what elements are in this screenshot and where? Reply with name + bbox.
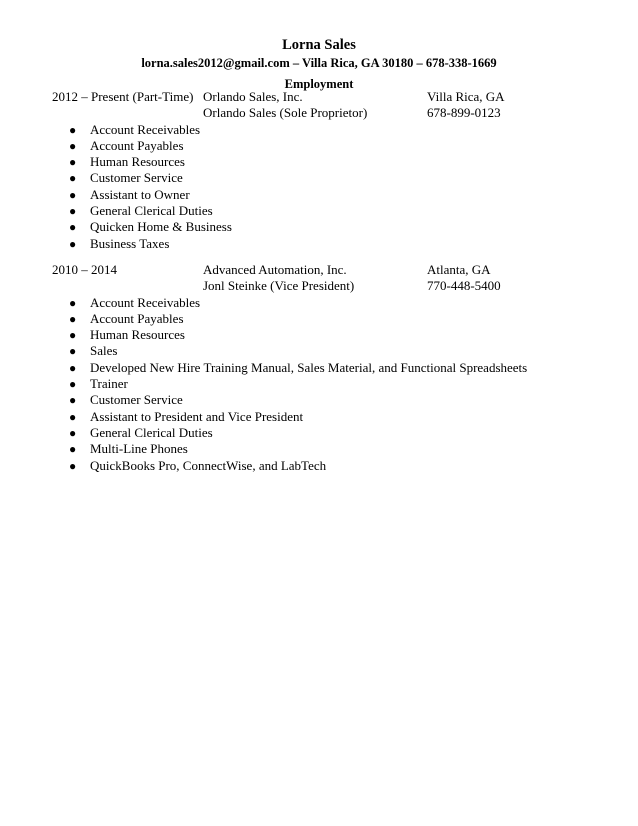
bullet-icon: ●	[69, 360, 77, 375]
bullet-icon: ●	[69, 393, 77, 408]
duty-item	[52, 203, 592, 219]
duty-text: Quicken Home & Business	[90, 219, 232, 235]
duty-item	[52, 154, 592, 170]
bullet-icon: ●	[69, 295, 77, 310]
bullet-icon: ●	[69, 425, 77, 440]
duty-item	[52, 311, 592, 327]
bullet-icon: ●	[69, 458, 77, 473]
job-entry-orlando-sales	[52, 89, 592, 252]
job-subheader-line	[52, 278, 592, 294]
resume-name: Lorna Sales	[282, 37, 356, 53]
duty-item	[52, 236, 592, 252]
job-phone: 770-448-5400	[427, 278, 501, 294]
bullet-icon: ●	[69, 377, 77, 392]
duty-item	[52, 187, 592, 203]
section-heading-employment: Employment	[284, 77, 354, 91]
duty-text: Developed New Hire Training Manual, Sales Material, and Functional Spreadsheets	[90, 359, 528, 375]
bullet-icon: ●	[69, 187, 77, 202]
duty-text: Assistant to Owner	[90, 186, 190, 202]
duty-item	[52, 138, 592, 154]
duty-item	[52, 458, 592, 474]
duty-text: Account Payables	[90, 310, 184, 326]
job-phone: 678-899-0123	[427, 105, 501, 121]
duty-text: Sales	[90, 343, 118, 359]
job-location: Atlanta, GA	[427, 262, 491, 277]
duty-item	[52, 343, 592, 359]
duty-text: Multi-Line Phones	[90, 441, 188, 457]
bullet-icon: ●	[69, 220, 77, 235]
bullet-icon: ●	[69, 204, 77, 219]
bullet-icon: ●	[69, 236, 77, 251]
job-dates: 2012 – Present (Part-Time)	[52, 89, 194, 104]
duty-item	[52, 409, 592, 425]
duty-text: QuickBooks Pro, ConnectWise, and LabTech	[90, 457, 327, 473]
job-location: Villa Rica, GA	[427, 89, 505, 104]
duty-text: Business Taxes	[90, 235, 170, 251]
duty-item	[52, 295, 592, 311]
duty-text: Human Resources	[90, 327, 185, 343]
duty-item	[52, 376, 592, 392]
duty-text: Human Resources	[90, 154, 185, 170]
contact-line: lorna.sales2012@gmail.com – Villa Rica, GA 30180 – 678-338-1669	[141, 56, 497, 70]
duty-text: General Clerical Duties	[90, 424, 213, 440]
duty-item	[52, 219, 592, 235]
bullet-icon: ●	[69, 155, 77, 170]
bullet-icon: ●	[69, 442, 77, 457]
duty-text: Trainer	[90, 376, 128, 392]
job-company: Orlando Sales, Inc.	[203, 89, 303, 104]
bullet-icon: ●	[69, 344, 77, 359]
job-dates: 2010 – 2014	[52, 262, 117, 277]
bullet-icon: ●	[69, 328, 77, 343]
job-role: Jonl Steinke (Vice President)	[203, 278, 355, 294]
job-header-line	[52, 89, 592, 105]
duty-item	[52, 441, 592, 457]
bullet-icon: ●	[69, 171, 77, 186]
bullet-icon: ●	[69, 311, 77, 326]
job-entry-advanced-automation	[52, 262, 592, 474]
duty-item	[52, 425, 592, 441]
job-header-line	[52, 262, 592, 278]
job-role: Orlando Sales (Sole Proprietor)	[203, 105, 368, 121]
duty-text: Account Receivables	[90, 121, 201, 137]
duty-text: Assistant to President and Vice President	[90, 408, 304, 424]
duty-item	[52, 122, 592, 138]
duty-item	[52, 327, 592, 343]
job-company: Advanced Automation, Inc.	[203, 262, 347, 277]
bullet-icon: ●	[69, 409, 77, 424]
duty-text: Customer Service	[90, 170, 183, 186]
duty-item	[52, 392, 592, 408]
duty-text: General Clerical Duties	[90, 203, 213, 219]
duty-text: Account Receivables	[90, 294, 201, 310]
bullet-icon: ●	[69, 138, 77, 153]
duty-item	[52, 170, 592, 186]
duty-item	[52, 360, 592, 376]
duties-list	[52, 295, 592, 474]
duty-text: Account Payables	[90, 137, 184, 153]
job-subheader-line	[52, 105, 592, 121]
duties-list	[52, 122, 592, 252]
duty-text: Customer Service	[90, 392, 183, 408]
bullet-icon: ●	[69, 122, 77, 137]
